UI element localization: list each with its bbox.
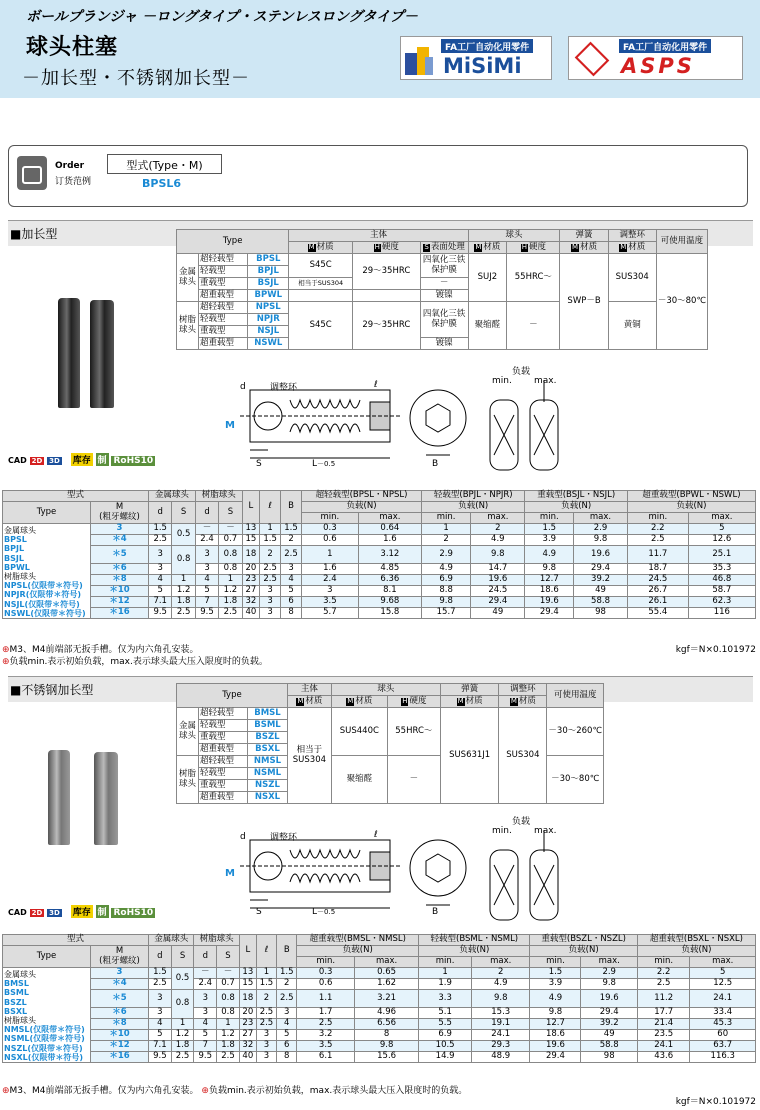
misimi-cube-icon: [405, 43, 435, 77]
table-row: ＊8 4 1 4 1 23 2.5 4 2.4 6.36 6.9 19.6 12.7 39.2 24.5 46.8: [3, 574, 756, 585]
section-long-type: ■加长型: [8, 220, 753, 246]
japanese-title: ボールプランジャ －ロングタイプ・ステンレスロングタイプ－: [26, 9, 418, 25]
data-table-stainless: 型式 金属球头 树脂球头 L ℓ B 超重载型(BMSL・NMSL) 轻载型(BSML・NSML) 重载型(BSZL・NSZL) 超重载型(BSXL・NSXL) Type M (粗牙螺纹) d S d S 负载(N) 负载(N) 负载(N) 负载(N) min. max. min. max. min. max. min. max. 金属球头 BMSL BSML BSZL BSXL 树脂球头 NMSL(仅限带＊符号) NSML(仅限带＊符号) NSZL(仅限带＊符号) NSXL(仅限带＊符号) 3 1.5 0.5 － － 13 1 1.5 0.3 0.65 1 2 1.5 2.9 2.2 5 ＊4 2.5 2.4 0.7 15 1.5 2 0.6 1.62 1.9 4.9 3.9 9.8 2.5 12.5 ＊5 3 0.8 3 0.8 18 2 2.5 1.1 3.21 3.3 9.8 4.9 19.6 11.2 24.1 ＊6 3 3 0.8 20 2.5 3 1.7 4.96 5.1 15.3 9.8 29.4 17.7 33.4 ＊8 4 1 4 1 23 2.5 4 2.5 6.56 5.5 19.1 12.7 39.2 21.4 45.3 ＊10 5 1.2 5 1.2 27 3 5 3.2 8 6.9 24.1 18.6 49 23.5 60 ＊12 7.1 1.8 7 1.8 32 3 6 3.5 9.8 10.5 29.3 19.6 58.8 24.1 63.7 ＊16 9.5 2.5 9.5 2.5 40 3 8 6.1 15.6 14.9 48.9 29.4 98 43.6 116.3: [2, 934, 756, 1063]
order-type-label: 型式(Type・M): [107, 154, 222, 174]
table-row: ＊8 4 1 4 1 23 2.5 4 2.5 6.56 5.5 19.1 12.7 39.2 21.4 45.3: [3, 1018, 756, 1029]
badges-row-2: CAD 2D 3D 库存 制 RoHS10: [8, 905, 168, 925]
order-label-cn: 订货范例: [55, 177, 92, 187]
section-stainless: ■不锈钢加长型: [8, 676, 753, 702]
table-row: ＊12 7.1 1.8 7 1.8 32 3 6 3.5 9.8 10.5 29.3 19.6 58.8 24.1 63.7: [3, 1040, 756, 1051]
product-photo-resin: [90, 300, 114, 408]
table-row: ＊12 7.1 1.8 7 1.8 32 3 6 3.5 9.68 9.8 29.4 19.6 58.8 26.1 62.3: [3, 596, 756, 607]
telephone-icon: [17, 156, 47, 190]
table-row: ＊6 3 3 0.8 20 2.5 3 1.6 4.85 4.9 14.7 9.8 29.4 18.7 35.3: [3, 563, 756, 574]
spec-table-long: Type 主体 球头 弹簧 调整环 可使用温度 M 材质 H 硬度 S 表面处理 M 材质 H 硬度 M 材质 M 材质 金属球头 超轻载型 BPSL S45C 29～35HRC 四氧化三铁保护膜 SUJ2 55HRC～ SWP－B SUS304 －30～80℃ 轻载型 BPJL 重载型 BSJL 相当于SUS304 － 超重载型 BPWL 镀镍 树脂球头 超轻载型 NPSL S45C 29～35HRC 四氧化三铁保护膜 聚缩醛 － 黄铜 轻载型 NPJR 重载型 NSJL 超重载型 NSWL 镀镍: [176, 229, 708, 350]
table-row: ＊10 5 1.2 5 1.2 27 3 5 3 8.1 8.8 24.5 18.6 49 26.7 58.7: [3, 585, 756, 596]
spec-table-stainless: Type 主体 球头 弹簧 调整环 可使用温度 M 材质 M 材质 H 硬度 M 材质 M 材质 金属球头 超轻载型 BMSL 相当于SUS304 SUS440C 55HRC～ SUS631J1 SUS304 －30～260℃ 轻载型 BSML 重载型 BSZL 超重载型 BSXL 树脂球头 超轻载型 NMSL 聚缩醛 － －30～80℃ 轻载型 NSML 重载型 NSZL 超重载型 NSXL: [176, 683, 604, 804]
order-example-box: [8, 145, 748, 207]
kgf-note: kgf＝N×0.101972: [675, 645, 756, 655]
page-subtitle: －加长型・不锈钢加长型－: [22, 68, 250, 89]
kgf-note-2: kgf＝N×0.101972: [675, 1097, 756, 1107]
table-row: ＊6 3 3 0.8 20 2.5 3 1.7 4.96 5.1 15.3 9.8 29.4 17.7 33.4: [3, 1007, 756, 1018]
table-row: ＊16 9.5 2.5 9.5 2.5 40 3 8 6.1 15.6 14.9 48.9 29.4 98 43.6 116.3: [3, 1051, 756, 1062]
table-row: ＊4 2.5 2.4 0.7 15 1.5 2 0.6 1.6 2 4.9 3.9 9.8 2.5 12.6: [3, 535, 756, 546]
table-row: ＊16 9.5 2.5 9.5 2.5 40 3 8 5.7 15.8 15.7 49 29.4 98 55.4 116: [3, 607, 756, 618]
product-photo-metal-2: [48, 750, 70, 845]
page-title: 球头柱塞: [26, 35, 119, 60]
misimi-logo: FA工厂自动化用零件 MiSiMi: [400, 36, 552, 80]
table-row: ＊4 2.5 2.4 0.7 15 1.5 2 0.6 1.62 1.9 4.9 3.9 9.8 2.5 12.5: [3, 979, 756, 990]
data-table-long: 型式 金属球头 树脂球头 L ℓ B 超轻载型(BPSL・NPSL) 轻载型(BPJL・NPJR) 重载型(BSJL・NSJL) 超重载型(BPWL・NSWL) Type M (粗牙螺纹) d S d S 负载(N) 负载(N) 负载(N) 负载(N) min. max. min. max. min. max. min. max. 金属球头 BPSL BPJL BSJL BPWL 树脂球头 NPSL(仅限带＊符号) NPJR(仅限带＊符号) NSJL(仅限带＊符号) NSWL(仅限带＊符号) 3 1.5 0.5 － － 13 1 1.5 0.3 0.64 1 2 1.5 2.9 2.2 5 ＊4 2.5 2.4 0.7 15 1.5 2 0.6 1.6 2 4.9 3.9 9.8 2.5 12.6 ＊5 3 0.8 3 0.8 18 2 2.5 1 3.12 2.9 9.8 4.9 19.6 11.7 25.1 ＊6 3 3 0.8 20 2.5 3 1.6 4.85 4.9 14.7 9.8 29.4 18.7 35.3 ＊8 4 1 4 1 23 2.5 4 2.4 6.36 6.9 19.6 12.7 39.2 24.5 46.8 ＊10 5 1.2 5 1.2 27 3 5 3 8.1 8.8 24.5 18.6 49 26.7 58.7 ＊12 7.1 1.8 7 1.8 32 3 6 3.5 9.68 9.8 29.4 19.6 58.8 26.1 62.3 ＊16 9.5 2.5 9.5 2.5 40 3 8 5.7 15.8 15.7 49 29.4 98 55.4 116: [2, 490, 756, 619]
table-row: ＊5 3 0.8 3 0.8 18 2 2.5 1 3.12 2.9 9.8 4.9 19.6 11.7 25.1: [3, 546, 756, 564]
table-row: 金属球头 BPSL BPJL BSJL BPWL 树脂球头 NPSL(仅限带＊符号) NPJR(仅限带＊符号) NSJL(仅限带＊符号) NSWL(仅限带＊符号) 3 1.5 0.5 － － 13 1 1.5 0.3 0.64 1 2 1.5 2.9 2.2 5: [3, 524, 756, 535]
order-example: BPSL6: [142, 177, 182, 190]
table-row: 金属球头 BMSL BSML BSZL BSXL 树脂球头 NMSL(仅限带＊符号) NSML(仅限带＊符号) NSZL(仅限带＊符号) NSXL(仅限带＊符号) 3 1.5 0.5 － － 13 1 1.5 0.3 0.65 1 2 1.5 2.9 2.2 5: [3, 968, 756, 979]
badges-row: CAD 2D 3D 库存 制 RoHS10: [8, 453, 168, 473]
product-photo-resin-2: [94, 752, 118, 845]
product-photo-metal: [58, 298, 80, 408]
table-row: ＊10 5 1.2 5 1.2 27 3 5 3.2 8 6.9 24.1 18.6 49 23.5 60: [3, 1029, 756, 1040]
note-1: ⊕M3、M4前端部无扳手槽。仅为内六角孔安装。: [2, 645, 199, 655]
table-row: ＊5 3 0.8 3 0.8 18 2 2.5 1.1 3.21 3.3 9.8 4.9 19.6 11.2 24.1: [3, 990, 756, 1008]
note-2: ⊕负载min.表示初始负载，max.表示球头最大压入限度时的负载。: [2, 657, 268, 667]
note-3: ⊕M3、M4前端部无扳手槽。仅为内六角孔安装。 ⊕负载min.表示初始负载，max.表示球头最大压入限度时的负载。: [2, 1086, 468, 1096]
asps-diamond-icon: [575, 42, 610, 77]
asps-logo: FA工厂自动化用零件 ASPS: [568, 36, 743, 80]
order-label: Order: [55, 161, 85, 171]
